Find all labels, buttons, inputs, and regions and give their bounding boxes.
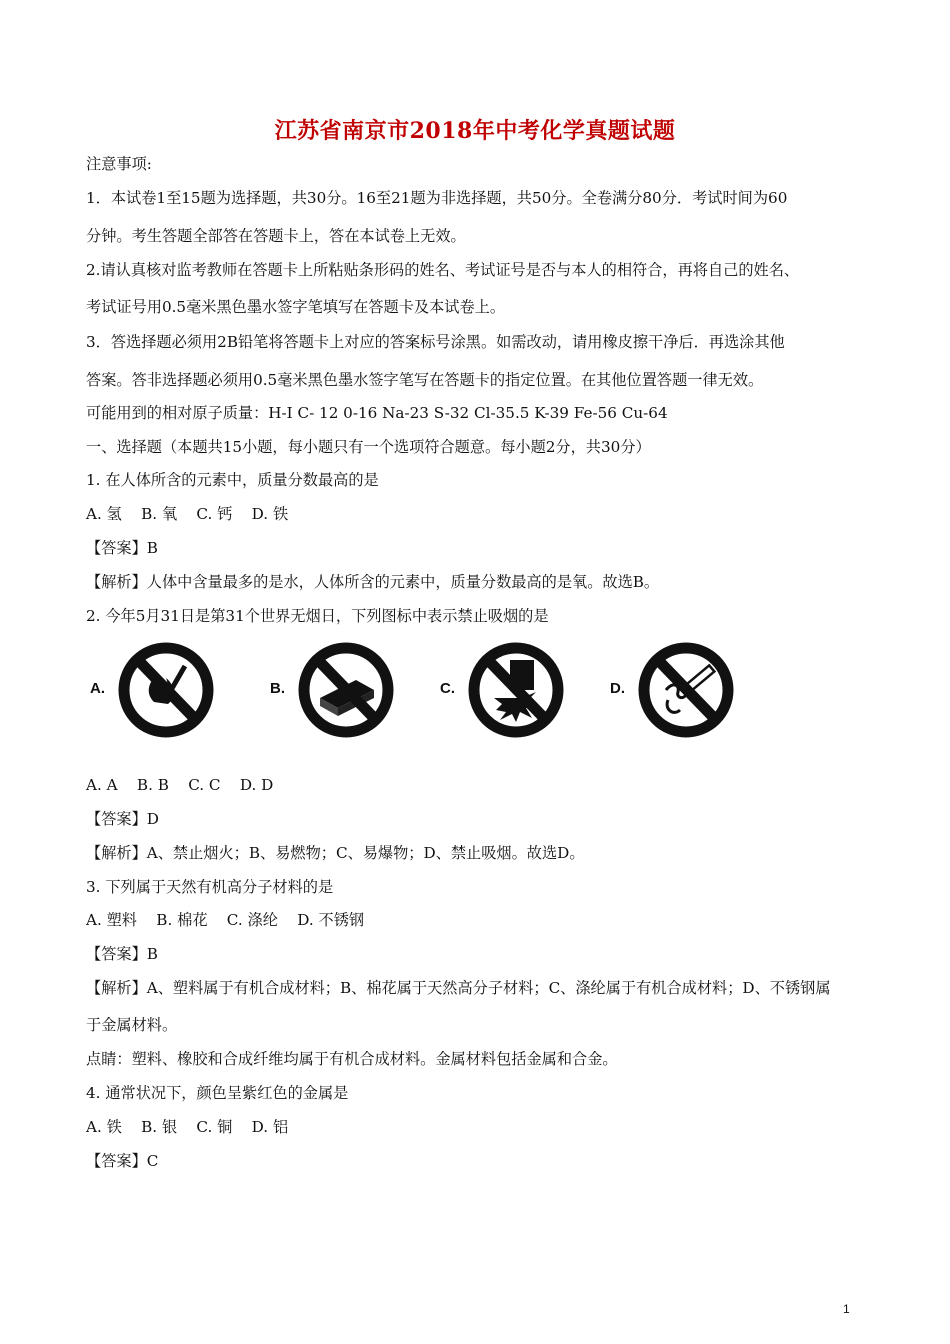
- question-1-answer: 【答案】B: [86, 539, 158, 557]
- sign-option-c: [440, 640, 600, 742]
- no-smoking-icon: [636, 640, 736, 740]
- sign-option-d: [610, 640, 770, 742]
- question-1-options: A. 氢 B. 氧 C. 钙 D. 铁: [86, 505, 289, 523]
- sign-label-c: C.: [440, 680, 455, 697]
- sign-label-d: D.: [610, 680, 625, 697]
- section-heading: 一、选择题（本题共15小题，每小题只有一个选项符合题意。每小题2分，共30分）: [86, 438, 651, 456]
- question-4-options: A. 铁 B. 银 C. 铜 D. 铝: [86, 1118, 289, 1136]
- notice-item-2-cont: 考试证号用0.5毫米黑色墨水签字笔填写在答题卡及本试卷上。: [86, 298, 506, 316]
- sign-options: [90, 640, 770, 742]
- sign-label-b: B.: [270, 680, 285, 697]
- page-title: 江苏省南京市2018年中考化学真题试题: [274, 118, 676, 144]
- notice-item-3-cont: 答案。答非选择题必须用0.5毫米黑色墨水签字笔写在答题卡的指定位置。在其他位置答题一律无效。: [86, 371, 764, 389]
- sign-option-a: [90, 640, 250, 742]
- question-2-analysis: 【解析】A、禁止烟火；B、易燃物；C、易爆物；D、禁止吸烟。故选D。: [86, 844, 585, 862]
- question-4-answer: 【答案】C: [86, 1152, 159, 1170]
- question-3-analysis: 【解析】A、塑料属于有机合成材料；B、棉花属于天然高分子材料；C、涤纶属于有机合成材料；D、不锈钢属: [86, 979, 831, 997]
- question-2: 2. 今年5月31日是第31个世界无烟日，下列图标中表示禁止吸烟的是: [86, 607, 549, 625]
- page-number: 1: [843, 1302, 850, 1316]
- question-1: 1. 在人体所含的元素中，质量分数最高的是: [86, 471, 379, 489]
- notice-item-1: 1．本试卷1至15题为选择题，共30分。16至21题为非选择题，共50分。全卷满分80分．考试时间为60: [86, 189, 788, 207]
- flammable-forbidden-icon: [296, 640, 396, 740]
- question-4: 4. 通常状况下，颜色呈紫红色的金属是: [86, 1084, 349, 1102]
- question-3-options: A. 塑料 B. 棉花 C. 涤纶 D. 不锈钢: [86, 911, 365, 929]
- question-3: 3. 下列属于天然有机高分子材料的是: [86, 878, 334, 896]
- notice-item-3: 3．答选择题必须用2B铅笔将答题卡上对应的答案标号涂黑。如需改动，请用橡皮擦干净后．再选涂其他: [86, 333, 785, 351]
- sign-label-a: A.: [90, 680, 105, 697]
- notice-item-1-cont: 分钟。考生答题全部答在答题卡上，答在本试卷上无效。: [86, 227, 466, 245]
- sign-option-b: [270, 640, 430, 742]
- question-1-analysis: 【解析】人体中含量最多的是水，人体所含的元素中，质量分数最高的是氧。故选B。: [86, 573, 660, 591]
- notice-heading: 注意事项:: [86, 155, 152, 173]
- explosive-forbidden-icon: [466, 640, 566, 740]
- question-3-tip: 点睛：塑料、橡胶和合成纤维均属于有机合成材料。金属材料包括金属和合金。: [86, 1050, 618, 1068]
- notice-item-2: 2.请认真核对监考教师在答题卡上所粘贴条形码的姓名、考试证号是否与本人的相符合，再将自己的姓名、: [86, 261, 800, 279]
- question-3-answer: 【答案】B: [86, 945, 158, 963]
- no-fire-icon: [116, 640, 216, 740]
- atomic-masses: 可能用到的相对原子质量：H-I C- 12 0-16 Na-23 S-32 Cl-35.5 K-39 Fe-56 Cu-64: [86, 404, 668, 422]
- question-2-options: A. A B. B C. C D. D: [86, 776, 274, 794]
- question-3-analysis-cont: 于金属材料。: [86, 1016, 178, 1034]
- question-2-answer: 【答案】D: [86, 810, 159, 828]
